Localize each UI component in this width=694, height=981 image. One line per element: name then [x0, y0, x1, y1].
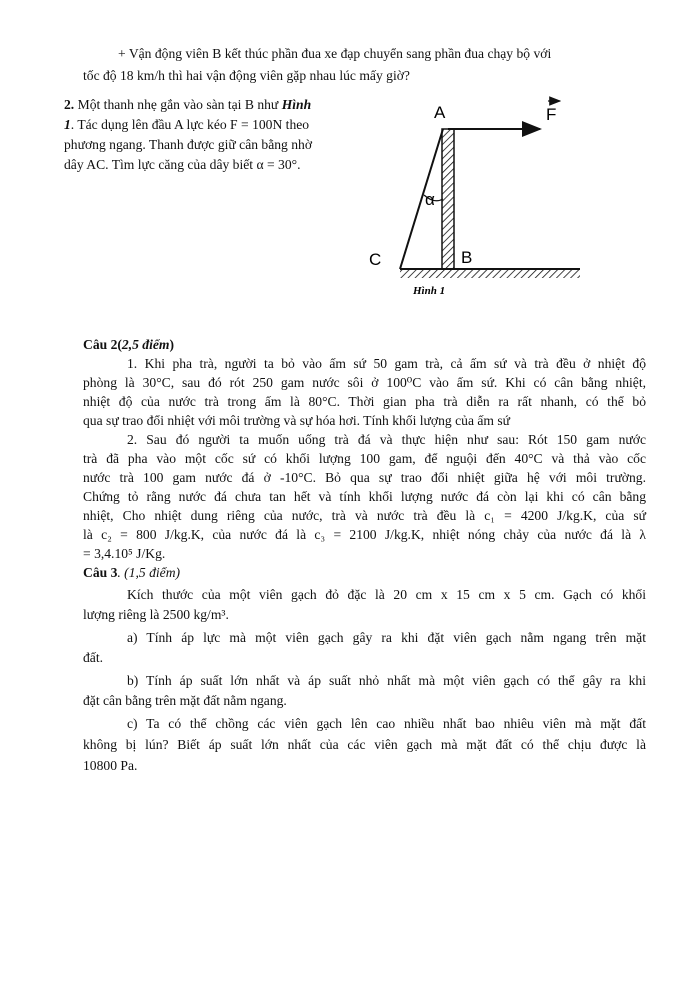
text-line: nước trà 100 gam nước đá ở -10°C. Bỏ qua sự trao đổi nhiệt giữa hệ với môi trường.	[83, 470, 646, 485]
text-line: b) Tính áp suất lớn nhất và áp suất nhỏ nhất mà một viên gạch có thể gây ra khi	[127, 673, 646, 688]
figure-ref: Hình	[281, 97, 312, 112]
string-ac	[400, 129, 443, 269]
heading-label: Câu 3	[83, 565, 118, 580]
text-span: Một thanh nhẹ gắn vào sàn tại B như	[77, 97, 279, 112]
text-line: phòng là 30°C, sau đó rót 250 gam nước sôi ở 100⁰C vào ấm sứ. Khi có cân bằng nhiệt,	[83, 375, 646, 390]
label-f: F	[546, 105, 557, 124]
text-line: đất.	[83, 650, 104, 665]
text-line: trà đã pha vào một cốc sứ có khối lượng 100 gam, để nguội đến 40°C và thả vào cốc	[83, 451, 646, 466]
rod-ab	[442, 129, 454, 269]
text-line: Kích thước của một viên gạch đỏ đặc là 20 cm x 15 cm x 5 cm. Gạch có khối	[127, 587, 646, 602]
figure-caption: Hình 1	[413, 285, 446, 297]
figure-1-diagram	[360, 92, 590, 307]
text-line: 2. Sau đó người ta muốn uống trà đá và thực hiện như sau: Rót 150 gam nước	[127, 432, 646, 447]
text-line: là c₂ = 800 J/kg.K, của nước đá là c₃ = 2100 J/kg.K, nhiệt nóng chảy của nước đá là λ	[83, 527, 646, 542]
problem-2-line	[64, 116, 309, 133]
text-span: . Tác dụng lên đầu A lực kéo F = 100N theo	[70, 117, 310, 132]
text-line: đặt cân bằng trên mặt đất nằm ngang.	[83, 693, 287, 708]
label-alpha: α	[425, 190, 435, 209]
text-line: qua sự trao đổi nhiệt với môi trường và sự hóa hơi. Tính khối lượng của ấm sứ	[83, 413, 511, 428]
ground-hatch	[400, 269, 580, 278]
label-c: C	[369, 250, 382, 269]
text-line: Chứng tỏ rằng nước đá chưa tan hết và tính khối lượng nước đá còn lại khi có cân bằng	[83, 489, 646, 504]
problem-2-line	[64, 96, 311, 113]
text-line: nhiệt độ của nước trà trong ấm là 80°C. Thời gian pha trà diễn ra rất nhanh, có thể bỏ	[83, 394, 646, 409]
text-line: không bị lún? Biết áp suất lớn nhất của các viên gạch mà mặt đất có thể chịu được là	[83, 737, 646, 752]
heading-points: (2,5 điểm)	[117, 337, 175, 352]
heading-label: Câu 2	[83, 337, 118, 352]
label-a: A	[434, 103, 446, 122]
label-b: B	[461, 248, 473, 267]
text-line: 1. Khi pha trà, người ta bỏ vào ấm sứ 50 gam trà, cả ấm sứ và trà đều ở nhiệt độ	[127, 356, 646, 371]
text-line: c) Ta có thể chồng các viên gạch lên cao nhiều nhất bao nhiêu viên mà mặt đất	[127, 716, 646, 731]
cau3-heading	[83, 564, 180, 581]
text-line: tốc độ 18 km/h thì hai vận động viên gặp nhau lúc mấy giờ?	[83, 68, 410, 83]
problem-2-line: dây AC. Tìm lực căng của dây biết α = 30°.	[64, 157, 301, 172]
heading-points: . (1,5 điểm)	[117, 565, 181, 580]
text-line: = 3,4.10⁵ J/Kg.	[83, 546, 166, 561]
figure-ref: 1	[64, 117, 71, 132]
text-line: 10800 Pa.	[83, 758, 138, 773]
text-line: nhiệt, Cho nhiệt dung riêng của nước, trà và nước trà đều là c₁ = 4200 J/kg.K, của sứ	[83, 508, 646, 523]
text-line: lượng riêng là 2500 kg/m³.	[83, 607, 229, 622]
cau2-heading	[83, 336, 174, 353]
text-line: + Vận động viên B kết thúc phần đua xe đạp chuyển sang phần đua chạy bộ với	[118, 46, 552, 61]
problem-2-line: phương ngang. Thanh được giữ cân bằng nhờ	[64, 137, 313, 152]
problem-number: 2.	[64, 97, 75, 112]
points: 2,5 điểm	[121, 337, 170, 352]
text-line: a) Tính áp lực mà một viên gạch gây ra khi đặt viên gạch nằm ngang trên mặt	[127, 630, 646, 645]
